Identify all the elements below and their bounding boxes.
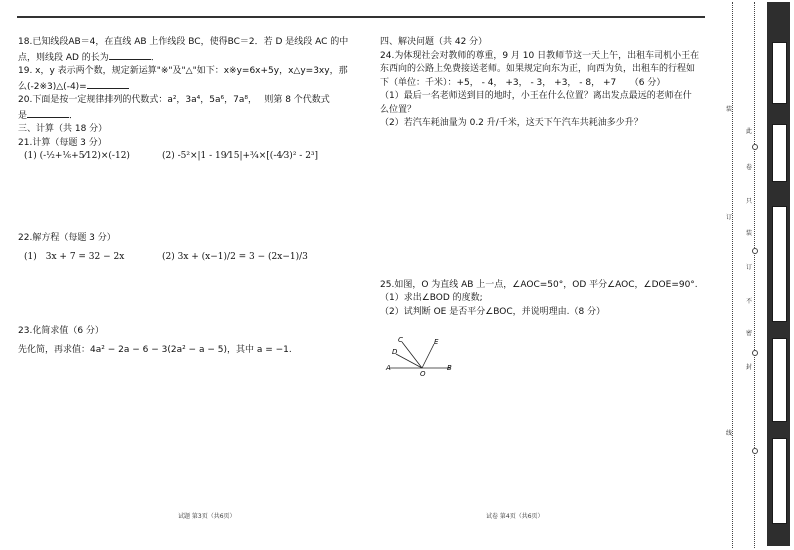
seal-char: 不 [746,298,753,305]
q23-text: 先化简，再求值：4a² − 2a − 6 − 3(2a² − a − 5)，其中 a = −1. [18,345,292,355]
answer-blank [109,50,151,60]
section-4-heading: 四、解决问题（共 42 分） [380,37,488,47]
label-c: C [398,336,403,344]
q24-part1-line1: （1）最后一名老师送到目的地时，小王在什么位置？离出发点最远的老师在什 [380,91,692,101]
info-box [772,124,787,182]
q19-text: 么(-2※3)△(-4)= [18,81,87,92]
q21-item-2: (2) -5²×|1 - 19⁄15|+¾×[(-4⁄3)² - 2³] [162,151,319,161]
q24-line2: 东西向的公路上免费接送老师。如果规定向东为正，向西为负，出租车的行程如 [380,64,696,74]
top-rule [17,16,705,18]
left-column [18,36,358,358]
q20-text: 是 [18,110,28,121]
side-char: 订 [726,214,733,221]
q24-part1-line2: 么位置？ [380,104,417,115]
q19-line1: 19. x，y 表示两个数，规定新运算"※"及"△"如下：x※y=6x+5y，x△y=3xy，那 [18,66,348,76]
q25-part2: （2）试判断 OE 是否平分∠BOC，并说明理由.（8 分） [380,306,606,317]
answer-blank [87,79,129,89]
q24-line3: 下（单位：千米）：+5， - 4， +3， - 3， +3， - 8， +7 （6 分） [380,77,666,88]
seal-char: 装 [746,230,753,237]
q24-line1: 24.为体现社会对教师的尊重，9 月 10 日教师节这一天上午，出租车司机小王在 [380,50,700,61]
seal-char: 卷 [746,164,753,171]
q21-heading: 21.计算（每题 3 分） [18,137,107,148]
info-box [772,42,787,104]
right-column [380,36,702,319]
ray-oc [402,342,422,368]
label-o: O [420,370,426,378]
label-b: B [447,364,452,372]
q24-part2: （2）若汽车耗油量为 0.2 升/千米，这天下午汽车共耗油多少升？ [380,118,643,128]
section-3-heading: 三、计算（共 18 分） [18,124,108,134]
spacer [18,164,358,232]
seal-char: 密 [746,330,753,337]
side-char: 线 [726,430,733,437]
ray-od [396,354,422,368]
q22-item-2: (2) 3x + (x−1)/2 = 3 − (2x−1)/3 [162,252,308,262]
q18-line2: 点，则线段 AD 的长为 ． [18,50,358,66]
q20-line2: 是 ． [18,108,358,124]
dotted-line-inner [754,2,755,548]
seal-char: 只 [746,198,753,205]
q25-part1: （1）求出∠BOD 的度数; [380,293,483,303]
side-char: 装 [726,106,733,113]
label-d: D [392,348,398,356]
q20-line1: 20.下面是按一定规律排列的代数式：a²，3a⁴，5a⁶，7a⁸， 则第 8 个代数式 [18,95,330,105]
q21-item-1: (1) (-½+⅙+5⁄12)×(-12) [24,151,130,161]
spacer [18,265,358,325]
q18-line1: 18.已知线段AB＝4，在直线 AB 上作线段 BC，使得BC＝2．若 D 是线段 AC 的中 [18,37,349,47]
binding-margin [708,0,794,550]
answer-blank [27,108,69,118]
q18-text: 点，则线段 AD 的长为 [18,52,109,63]
footer-page-4: 试卷 第4页（共6页） [486,513,544,520]
q21-items [18,150,358,164]
seal-char: 此 [746,128,753,135]
info-box [772,438,787,524]
label-e: E [434,338,439,346]
dotted-line-outer [732,2,733,548]
info-box [772,206,787,322]
q22-item-1: (1) 3x + 7 = 32 − 2x [24,252,125,262]
q22-items [18,251,358,265]
angle-diagram [384,334,456,380]
spacer [380,131,702,279]
binding-circle [752,248,758,254]
binding-circle [752,350,758,356]
binding-circle [752,144,758,150]
q23-heading: 23.化简求值（6 分） [18,325,104,336]
seal-char: 订 [746,264,753,271]
q22-heading: 22.解方程（每题 3 分） [18,232,116,243]
q25-text: 25.如图，O 为直线 AB 上一点，∠AOC=50°，OD 平分∠AOC，∠DOE=90°. [380,279,698,290]
footer-page-3: 试题 第3页（共6页） [178,513,236,520]
label-a: A [386,364,391,372]
binding-circle [752,448,758,454]
q19-line2 [18,79,358,95]
ray-oe [422,344,434,368]
seal-char: 封 [746,364,753,371]
info-box [772,338,787,422]
